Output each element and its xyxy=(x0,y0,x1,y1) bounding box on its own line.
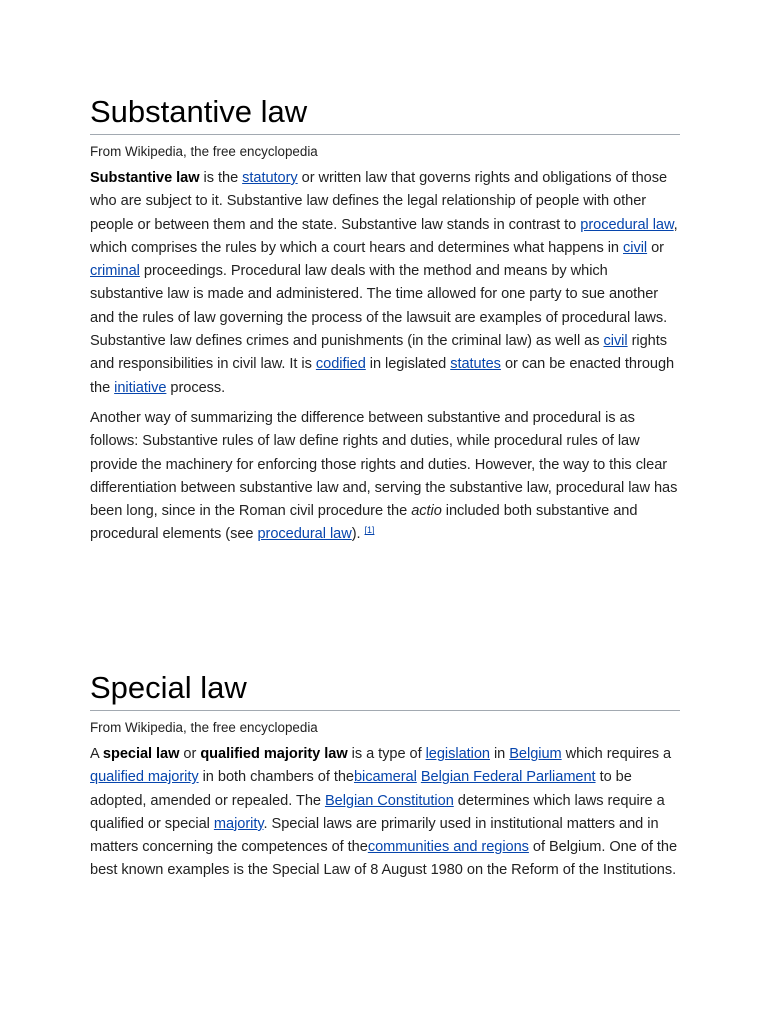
text-span: which requires a xyxy=(561,746,672,762)
article-substantive-law xyxy=(90,94,680,547)
text-span: determines which laws require a qualified or special xyxy=(90,792,665,832)
link-bicameral[interactable]: bicameral xyxy=(353,769,417,786)
article-title: Substantive law xyxy=(90,94,308,129)
text-span: of Belgium. One of the best known examples is the Special Law of 8 August 1980 on the Reform of the Institutions. xyxy=(90,839,678,879)
title-divider xyxy=(90,710,680,711)
text-span: or can be enacted through the xyxy=(90,356,675,396)
link-belgium[interactable]: Belgium xyxy=(509,746,562,762)
text-span: to be adopted, amended or repealed. The xyxy=(90,769,632,809)
text-span: is a type of xyxy=(347,746,426,762)
bold-term: special law xyxy=(102,746,180,762)
link-statutory[interactable]: statutory xyxy=(242,170,298,186)
link-communities-and-regions[interactable]: communities and regions xyxy=(367,839,529,856)
text-span: in legislated xyxy=(365,356,451,373)
link-qualified-majority[interactable]: qualified majority xyxy=(90,769,199,786)
paragraph-comparison xyxy=(90,407,680,547)
link-statutes[interactable]: statutes xyxy=(450,356,501,373)
link-procedural-law[interactable]: procedural law xyxy=(257,526,352,543)
text-span: included both substantive and procedural elements (see xyxy=(90,503,638,543)
text-span: . Special laws are primarily used in institutional matters and in matters concerning the competences of the xyxy=(90,815,659,856)
link-majority[interactable]: majority xyxy=(213,815,264,832)
text-span: ). xyxy=(351,526,365,543)
link-initiative[interactable]: initiative xyxy=(114,379,167,396)
link-belgian-constitution[interactable]: Belgian Constitution xyxy=(324,792,454,809)
link-civil[interactable]: civil xyxy=(603,333,628,350)
article-special-law xyxy=(90,670,680,883)
citation-link[interactable]: [1] xyxy=(364,525,375,536)
text-span: in both chambers of the xyxy=(198,769,354,786)
text-span: in xyxy=(489,746,510,762)
link-belgian-federal-parliament[interactable]: Belgian Federal Parliament xyxy=(420,769,596,786)
link-legislation[interactable]: legislation xyxy=(425,746,490,762)
bold-term: Substantive law xyxy=(90,170,200,186)
article-title: Special law xyxy=(90,670,247,705)
text-span: or written law that governs rights and obligations of those who are subject to it. Substantive law defines the legal relationship of people with other people or between them and the state. Substantive law stands in contrast to xyxy=(90,170,668,233)
text-span: or xyxy=(179,746,201,762)
text-span: , which comprises the rules by which a court hears and determines what happens in xyxy=(90,216,678,256)
article-tagline: From Wikipedia, the free encyclopedia xyxy=(90,144,318,159)
paragraph-definition xyxy=(90,743,680,883)
text-span: process. xyxy=(166,379,226,396)
text-span: or xyxy=(647,239,664,256)
text-span: rights and responsibilities in civil law. It is xyxy=(90,333,667,373)
text-span: A xyxy=(90,746,103,762)
bold-term: qualified majority law xyxy=(200,746,348,762)
link-civil[interactable]: civil xyxy=(623,239,648,256)
text-span: is the xyxy=(199,170,243,186)
link-codified[interactable]: codified xyxy=(315,356,366,373)
italic-term: actio xyxy=(411,503,442,520)
paragraph-definition xyxy=(90,167,680,400)
link-criminal[interactable]: criminal xyxy=(90,263,140,280)
title-divider xyxy=(90,134,680,135)
link-procedural-law[interactable]: procedural law xyxy=(580,216,674,233)
article-tagline: From Wikipedia, the free encyclopedia xyxy=(90,720,318,735)
text-span: Another way of summarizing the difference between substantive and procedural is as follows: Substantive rules of law define rights and duties, while procedural rules of law provide the machinery for enforcing those rights and duties. However, the way to this clear differentiation between substantive law and, serving the substantive law, procedural law has been long, since in the Roman civil procedure the xyxy=(90,409,678,520)
text-span: proceedings. Procedural law deals with the method and means by which substantive law is made and administered. The time allowed for one party to sue another and the rules of law governing the process of the lawsuit are examples of procedural laws. Substantive law defines crimes and punishments (in the criminal law) as well as xyxy=(90,263,668,350)
